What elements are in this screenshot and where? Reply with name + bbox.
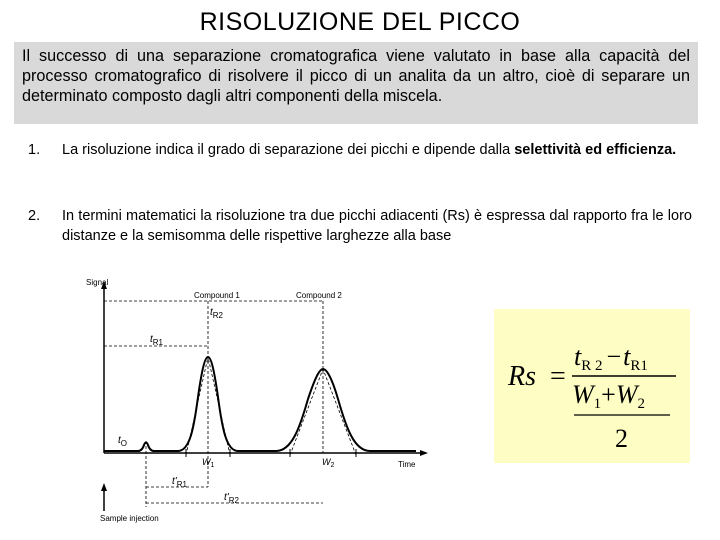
formula-inner-numerator: W1+W2 (572, 380, 646, 412)
item-number: 1. (28, 142, 41, 158)
compound1-label: Compound 1 (194, 291, 240, 300)
to-label: $t_O$ (118, 435, 128, 448)
chromatogram-figure (86, 277, 466, 527)
time-label: Time (398, 460, 416, 469)
x-axis-arrow (420, 450, 428, 456)
w1-tangent-right (208, 357, 230, 455)
list-item (28, 140, 692, 160)
item-text: La risoluzione indica il grado di separazione dei picchi e dipende dalla selettività ed efficienza. (62, 142, 677, 158)
injection-arrow-head (101, 483, 107, 491)
item-number: 2. (28, 208, 41, 224)
list-item (28, 206, 692, 246)
w2-label: $W_2$ (322, 457, 335, 469)
signal-label: Signal (86, 278, 109, 287)
formula-box (494, 309, 690, 463)
compound2-label: Compound 2 (296, 291, 342, 300)
formula-equals: = (550, 361, 566, 392)
w2-tangent-right (323, 369, 356, 455)
w2-tangent-left (290, 369, 323, 455)
item-text: In termini matematici la risoluzione tra due picchi adiacenti (Rs) è espressa dal rapporto fra le loro distanze e la semisomma delle rispettive larghezze alla base (62, 208, 692, 244)
formula-lhs: Rs (508, 361, 536, 392)
formula-numerator: tR 2 −tR1 (574, 342, 648, 374)
tr1-prime-label: $t'_{R1}$ (172, 476, 187, 489)
tr2-prime-label: $t'_{R2}$ (224, 492, 239, 505)
formula-denominator: 2 (615, 424, 628, 453)
sample-injection-label: Sample injection (100, 514, 159, 523)
w1-tangent-left (186, 357, 208, 455)
chromatogram-trace (104, 357, 416, 451)
intro-paragraph: Il successo di una separazione cromatografica viene valutato in base alla capacità del processo cromatografico di risolvere il picco di un analita da un altro, cioè di separare un determinato composto dagli altri componenti della miscela. (14, 42, 698, 124)
tr2-label: $t_{R2}$ (210, 307, 224, 320)
tr1-label: $t_{R1}$ (150, 334, 164, 347)
w1-label: $W_1$ (202, 457, 215, 469)
page-title: RISOLUZIONE DEL PICCO (199, 8, 521, 36)
item-bold-text: selettività ed efficienza. (514, 142, 677, 158)
